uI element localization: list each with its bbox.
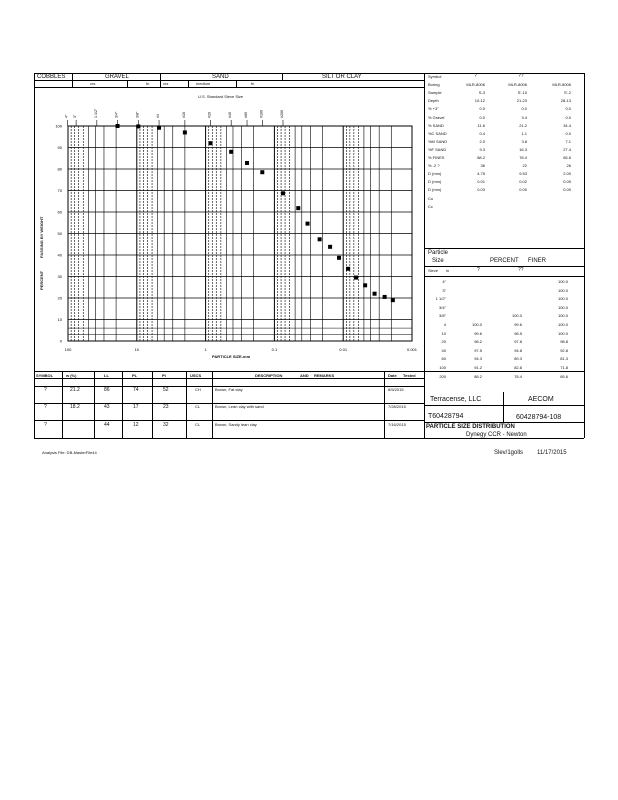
percent-finer-cell: 94.8 — [514, 347, 522, 353]
summary-cell: 0.0 — [521, 106, 527, 112]
sand-label: SAND — [212, 74, 229, 80]
sieve-size-label: #40 — [228, 112, 233, 118]
row-symbol: ? — [44, 422, 47, 428]
sieve-size-label: 3/4" — [114, 111, 119, 118]
row-uscs: CL — [195, 404, 201, 409]
summary-cell: 0.03 — [477, 187, 485, 193]
data-point — [318, 237, 322, 241]
percent-finer-cell: 94.3 — [474, 356, 482, 362]
sieve-header: Sieve — [428, 268, 439, 273]
silt-clay-label: SILT OR CLAY — [322, 74, 362, 80]
data-point — [354, 276, 358, 280]
sieve-label: U.S. Standard Sieve Size — [198, 94, 244, 99]
particle-sep — [424, 248, 584, 249]
summary-cell: 2.0 — [479, 138, 485, 144]
data-point — [229, 150, 233, 154]
symbol-header: Symbol — [428, 74, 442, 79]
row-water-content: 18.2 — [70, 404, 80, 410]
summary-cell: 0.05 — [563, 179, 571, 185]
bottom-col-sep — [62, 371, 63, 438]
summary-cell: 3.4 — [521, 114, 527, 120]
bottom-header: w (%) — [66, 373, 77, 378]
summary-row-label: D (mm) — [428, 187, 442, 193]
data-point — [306, 222, 310, 226]
summary-cell: 34.4 — [563, 122, 571, 128]
particle-size: 100 — [439, 365, 446, 370]
percent-finer-cell: 98.8 — [560, 339, 568, 345]
particle-size: 10 — [441, 330, 446, 336]
sieve-size-label: #20 — [207, 112, 212, 118]
y-tick-label: 60 — [57, 209, 62, 215]
particle-size: 1 1/2" — [435, 296, 446, 302]
particle-symbol-2: ?? — [518, 267, 524, 273]
summary-cell: 21.2 — [519, 122, 527, 128]
percent-finer-cell: 65.6 — [560, 373, 568, 379]
summary-row-label: % FINES — [428, 155, 445, 160]
particle-symbol-1: ? — [477, 267, 480, 273]
percent-finer-cell: 100.0 — [557, 296, 568, 302]
percent-finer-cell: 98.2 — [474, 339, 482, 345]
summary-row-label: %F SAND — [428, 146, 447, 152]
x-tick-label: 0.001 — [406, 347, 418, 352]
data-point — [391, 298, 395, 302]
summary-cell: MLR-8006 — [552, 82, 571, 88]
row-date: 7/16/2015 — [388, 422, 406, 427]
particle-size: 3/4" — [439, 304, 446, 310]
summary-cell: 21-23 — [516, 98, 527, 104]
summary-cell: 88.2 — [477, 155, 485, 160]
summary-cell: 10-12 — [474, 98, 485, 104]
summary-cell: MLR-8006 — [508, 82, 527, 88]
row-ll: 44 — [104, 422, 110, 428]
percent-finer-cell: 99.6 — [474, 330, 482, 336]
percent-finer-cell: 82.8 — [514, 365, 522, 370]
summary-cell: 3.8 — [521, 138, 527, 144]
summary-cell: 0.00 — [563, 187, 571, 193]
title-line — [424, 405, 584, 406]
percent-finer-cell: 100.0 — [557, 322, 568, 327]
data-point — [346, 267, 350, 271]
data-point — [281, 191, 285, 195]
checker: Slev/1golls — [494, 450, 524, 456]
summary-row-label: %M SAND — [428, 138, 448, 144]
particle-title: Particle — [428, 250, 449, 256]
gravel-label: GRAVEL — [105, 74, 129, 80]
particle-size: 3/8" — [439, 313, 446, 319]
particle-size: 40 — [441, 347, 446, 353]
project-number: T60428794 — [428, 413, 464, 420]
y-axis-title-bottom: PERCENT — [39, 270, 44, 290]
summary-row-label: % Gravel — [428, 114, 445, 120]
y-tick-label: 70 — [57, 188, 62, 193]
cobbles-label: COBBLES — [37, 74, 66, 80]
percent-finer-cell: 92.8 — [560, 347, 568, 353]
row-ll: 43 — [104, 404, 110, 410]
sand-fine: fn — [251, 81, 255, 86]
percent-finer-cell: 91.2 — [474, 365, 482, 370]
row-date: 8/5/2015 — [388, 387, 404, 392]
summary-cell: 0.0 — [565, 106, 571, 112]
bottom-header: USCS — [190, 373, 202, 378]
row-description: Brown, Lean clay with sand — [215, 404, 264, 409]
particle-size: 4 — [443, 322, 446, 327]
row-description: Brown, Sandy lean clay — [215, 422, 257, 427]
summary-cell: 16.3 — [519, 146, 527, 152]
y-tick-label: 80 — [57, 166, 62, 172]
bottom-col-sep — [212, 371, 213, 438]
percent-finer-cell: 100.0 — [471, 322, 482, 327]
summary-row-label: D (mm) — [428, 171, 442, 177]
particle-size: 200 — [439, 373, 446, 379]
percent-label: PERCENT — [490, 258, 519, 264]
data-point — [208, 141, 212, 145]
client-number: 60428794-108 — [516, 414, 562, 421]
percent-finer-cell: 100.0 — [511, 313, 522, 319]
x-axis-title: PARTICLE SIZE-mm — [212, 354, 251, 359]
percent-finer-cell: 100.0 — [557, 313, 568, 319]
sieve-size-label: #60 — [244, 112, 249, 118]
sieve-size-label: 3/8" — [135, 111, 140, 118]
data-point — [337, 256, 341, 260]
summary-cell: 0.0 — [565, 114, 571, 120]
y-tick-label: 90 — [57, 145, 62, 150]
bottom-col-sep — [34, 371, 35, 438]
percent-finer-cell: 71.8 — [560, 365, 568, 370]
row-pl: 74 — [133, 387, 139, 393]
summary-row-label: %C SAND — [428, 130, 447, 136]
data-point — [116, 124, 120, 128]
particle-size: 60 — [441, 356, 446, 362]
title-sep — [503, 392, 504, 422]
row-pl: 17 — [133, 404, 139, 410]
row-pl: 12 — [133, 422, 139, 428]
y-tick-label: 100 — [55, 123, 62, 129]
bottom-header: PL — [132, 373, 138, 378]
size-label: Size — [432, 258, 444, 264]
summary-cell: 0.02 — [519, 179, 527, 185]
summary-cell: 78.4 — [519, 155, 527, 160]
row-uscs: CH — [195, 387, 201, 392]
bottom-header: Date — [388, 373, 397, 378]
percent-finer-cell: 100.0 — [557, 287, 568, 293]
summary-cell: 22 — [522, 163, 527, 169]
x-tick-label: 0.01 — [339, 347, 348, 352]
summary-row-label: D (mm) — [428, 179, 442, 185]
company-name: Terracense, LLC — [430, 396, 482, 403]
x-tick-label: 0.1 — [271, 347, 278, 352]
sieve-size-label: #100 — [259, 110, 264, 118]
percent-finer-cell: 88.2 — [474, 373, 482, 379]
summary-cell: 0.01 — [477, 179, 485, 185]
row-pi: 32 — [163, 422, 169, 428]
row-symbol: ? — [44, 387, 47, 393]
finer-label: FINER — [528, 258, 546, 264]
summary-cell: 0.4 — [479, 130, 485, 136]
y-tick-label: 30 — [57, 274, 62, 279]
summary-cell: S-3 — [478, 90, 485, 96]
bottom-header: AND — [300, 373, 309, 378]
bottom-col-sep — [186, 371, 187, 438]
percent-finer-cell: 98.5 — [514, 330, 522, 336]
row-date: 7/28/2015 — [388, 404, 406, 409]
bottom-header: REMARKS — [314, 373, 335, 378]
y-tick-label: 10 — [57, 317, 62, 322]
row-pi: 23 — [163, 404, 169, 410]
summary-cell: MLR-8006 — [466, 82, 485, 88]
row-symbol: ? — [44, 404, 47, 410]
symbol-2: ?? — [518, 73, 524, 79]
y-tick-label: 40 — [57, 252, 62, 258]
summary-row-label: Cc — [428, 203, 433, 209]
summary-cell: 0.0 — [479, 106, 485, 112]
sieve-size-label: #10 — [181, 112, 186, 118]
sand-coarse: crs — [163, 81, 169, 86]
y-tick-label: 0 — [59, 338, 62, 344]
summary-cell: 0.0 — [479, 114, 485, 120]
summary-cell: 27.4 — [563, 146, 571, 152]
summary-cell: 4.75 — [477, 171, 485, 177]
row-uscs: CL — [195, 422, 201, 427]
summary-cell: 26 — [566, 163, 571, 169]
summary-cell: 28-13 — [560, 98, 571, 104]
summary-cell: 7.1 — [565, 138, 571, 144]
particle-size: 20 — [441, 339, 446, 345]
summary-cell: 0.00 — [519, 187, 527, 193]
title-line — [424, 422, 584, 423]
percent-finer-cell: 97.5 — [474, 347, 482, 353]
row-ll: 86 — [104, 387, 110, 393]
row-pi: 52 — [163, 387, 169, 393]
data-point — [183, 130, 187, 134]
bottom-col-sep — [122, 371, 123, 438]
percent-finer-cell: 97.8 — [514, 339, 522, 345]
summary-row-label: % +3" — [428, 106, 439, 112]
summary-cell: S'-2 — [564, 90, 571, 96]
data-point — [383, 295, 387, 299]
summary-cell: 9.3 — [479, 146, 485, 152]
summary-cell: S'-10 — [517, 90, 527, 96]
sieve-size-label: #200 — [279, 110, 284, 118]
sieve-size-label: 3" — [73, 114, 78, 118]
percent-finer-cell: 100.0 — [557, 330, 568, 336]
bottom-header: PI — [162, 373, 166, 378]
percent-finer-cell: 78.4 — [514, 373, 522, 379]
summary-cell: 9.53 — [519, 171, 527, 177]
y-axis-title-top: PASSING BY WEIGHT — [39, 216, 44, 258]
row-description: Brown, Fat clay — [215, 387, 243, 392]
gravel-fine: fn — [146, 81, 150, 86]
particle-size: 4" — [442, 279, 446, 284]
bottom-header: Tested — [403, 373, 416, 378]
data-point — [328, 245, 332, 249]
data-point — [245, 161, 249, 165]
analysis-file: Analysis File: DB-MasterFile44 — [42, 450, 97, 455]
summary-cell: 0.0 — [565, 130, 571, 136]
x-tick-label: 100 — [64, 347, 72, 352]
symbol-1: ? — [474, 73, 477, 79]
summary-cell: 11.6 — [477, 122, 485, 128]
report-title: PARTICLE SIZE DISTRIBUTION — [426, 424, 515, 430]
bottom-col-sep — [152, 371, 153, 438]
summary-row-label: Boring — [428, 82, 440, 88]
percent-finer-cell: 100.0 — [557, 279, 568, 284]
bottom-header: LL — [104, 373, 109, 378]
data-point — [157, 126, 161, 130]
data-point — [260, 170, 264, 174]
x-tick-label: 1 — [204, 347, 207, 352]
project-name: Dynegy CCR - Newton — [466, 432, 527, 438]
data-point — [296, 206, 300, 210]
summary-row-label: % -2 ? — [428, 163, 440, 169]
sieve-size-label: #4 — [156, 114, 161, 118]
particle-sep — [424, 276, 584, 277]
client-name: AECOM — [528, 396, 554, 403]
summary-cell: 1.1 — [521, 130, 527, 136]
mm-header: in — [446, 268, 450, 273]
y-tick-label: 20 — [57, 295, 62, 301]
percent-finer-cell: 89.3 — [514, 356, 522, 362]
sieve-size-label: 4" — [64, 114, 69, 118]
particle-sep — [424, 266, 584, 267]
bottom-header: DESCRIPTION — [255, 373, 283, 378]
bottom-col-sep — [384, 371, 385, 438]
percent-finer-cell: 99.6 — [514, 322, 522, 327]
summary-cell: 65.6 — [563, 155, 571, 160]
sand-medium: medium — [196, 81, 211, 86]
data-point — [136, 124, 140, 128]
particle-size: 3" — [442, 287, 446, 293]
percent-finer-cell: 81.3 — [560, 356, 568, 362]
row-water-content: 21.2 — [70, 387, 80, 393]
summary-row-label: Cu — [428, 195, 434, 201]
sieve-size-label: 1 1/2" — [93, 108, 98, 118]
summary-row-label: Sample — [428, 90, 442, 96]
y-tick-label: 50 — [57, 231, 62, 236]
summary-cell: 2.00 — [563, 171, 571, 177]
gravel-coarse: crs — [90, 81, 96, 86]
x-tick-label: 10 — [134, 347, 140, 352]
percent-finer-cell: 100.0 — [557, 304, 568, 310]
bottom-header: SYMBOL — [36, 373, 54, 378]
summary-cell: 36 — [480, 163, 485, 169]
data-point — [373, 292, 377, 296]
data-point — [363, 283, 367, 287]
summary-row-label: % SAND — [428, 122, 444, 128]
summary-row-label: Depth — [428, 98, 439, 104]
bottom-col-sep — [94, 371, 95, 438]
report-date: 11/17/2015 — [537, 450, 567, 456]
